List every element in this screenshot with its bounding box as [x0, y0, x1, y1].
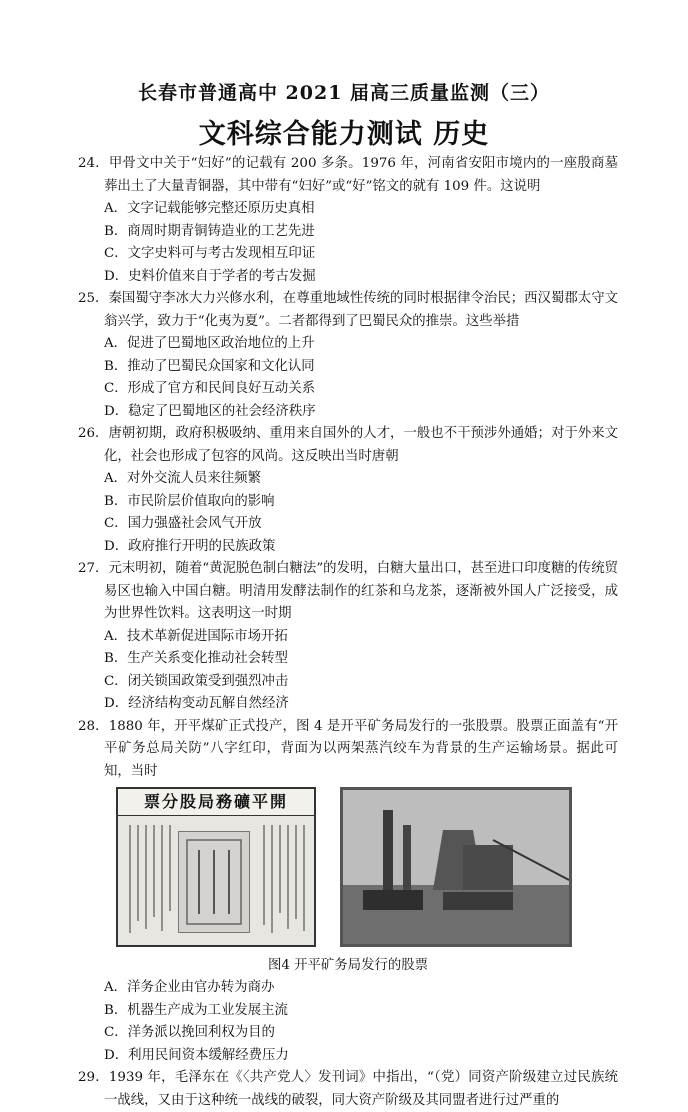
options: [78, 468, 618, 558]
option-d: D．经济结构变动瓦解自然经济: [104, 696, 289, 711]
question-26: [78, 423, 618, 558]
question-list: [78, 153, 618, 1112]
mine-photo-image: [340, 787, 572, 947]
option-c: C．闭关锁国政策受到强烈冲击: [104, 673, 289, 689]
options: [78, 977, 618, 1067]
stock-certificate-image: [116, 787, 316, 947]
option-d: D．稳定了巴蜀地区的社会经济秩序: [104, 403, 316, 419]
official-seal: [178, 831, 250, 933]
option-a: A．洋务企业由官办转为商办: [104, 980, 275, 995]
option-c: C．洋务派以挽回利权为目的: [104, 1025, 275, 1040]
options: [78, 626, 618, 716]
question-stem: 28．1880 年，开平煤矿正式投产，图 4 是开平矿务局发行的一张股票。股票正面盖有“开平矿务总局关防”八字红印，背面为以两架蒸汽绞车为背景的生产运输场景。据此可知，当时: [78, 718, 618, 779]
option-a: A．文字记载能够完整还原历史真相: [104, 201, 315, 216]
question-stem: 29．1939 年，毛泽东在《〈共产党人〉发刊词》中指出，“（党）同资产阶级建立过民族统一战线，又由于这种统一战线的破裂，同大资产阶级及其同盟者进行过严重的: [78, 1070, 618, 1108]
figure-caption: 图4 开平矿务局发行的股票: [267, 958, 429, 973]
option-d: D．政府推行开明的民族政策: [104, 538, 276, 554]
option-b: B．推动了巴蜀民众国家和文化认同: [104, 358, 315, 374]
option-d: D．史料价值来自于学者的考古发掘: [104, 268, 316, 284]
options: [78, 333, 618, 423]
option-b: B．生产关系变化推动社会转型: [104, 651, 288, 666]
question-stem: 26．唐朝初期，政府积极吸纳、重用来自国外的人才，一般也不干预涉外通婚；对于外来文化，社会也形成了包容的风尚。这反映出当时唐朝: [78, 426, 618, 464]
option-b: B．商周时期青铜铸造业的工艺先进: [104, 223, 315, 239]
option-a: A．对外交流人员来往频繁: [104, 471, 261, 486]
option-b: B．机器生产成为工业发展主流: [104, 1002, 288, 1018]
figure-4: [78, 787, 618, 955]
option-c: C．文字史料可与考古发现相互印证: [104, 246, 316, 261]
option-a: A．技术革新促进国际市场开拓: [104, 628, 288, 644]
mine-scene: [343, 790, 569, 944]
question-stem: 25．秦国蜀守李冰大力兴修水利，在尊重地域性传统的同时根据律令治民；西汉蜀郡太守文翁兴学，致力于“化夷为夏”。二者都得到了巴蜀民众的推崇。这些举措: [78, 291, 618, 329]
option-a: A．促进了巴蜀地区政治地位的上升: [104, 336, 315, 351]
exam-subtitle: 文科综合能力测试 历史: [198, 119, 490, 150]
question-stem: 24．甲骨文中关于“妇好”的记载有 200 多条。1976 年，河南省安阳市境内的一座殷商墓葬出土了大量青铜器，其中带有“妇好”或“好”铭文的就有 109 件。这说明: [78, 156, 618, 194]
stock-heading: 票分股局務礦平開: [118, 789, 314, 816]
exam-title: 长春市普通高中 2021 届高三质量监测（三）: [137, 82, 551, 104]
option-c: C．形成了官方和民间良好互动关系: [104, 381, 316, 396]
options: [78, 198, 618, 288]
question-28: [78, 716, 618, 1068]
question-27: [78, 558, 618, 716]
question-stem: 27．元末明初，随着“黄泥脱色制白糖法”的发明，白糖大量出口，甚至进口印度糖的传统贸易区也输入中国白糖。明清用发酵法制作的红茶和乌龙茶，逐渐被外国人广泛接受，成为世界性饮料。这表明这一时期: [78, 561, 618, 621]
question-24: [78, 153, 618, 288]
question-25: [78, 288, 618, 423]
question-29: [78, 1067, 618, 1112]
seal-mark: [179, 832, 249, 932]
option-b: B．市民阶层价值取向的影响: [104, 493, 275, 509]
option-d: D．利用民间资本缓解经费压力: [104, 1047, 289, 1063]
option-c: C．国力强盛社会风气开放: [104, 516, 262, 531]
